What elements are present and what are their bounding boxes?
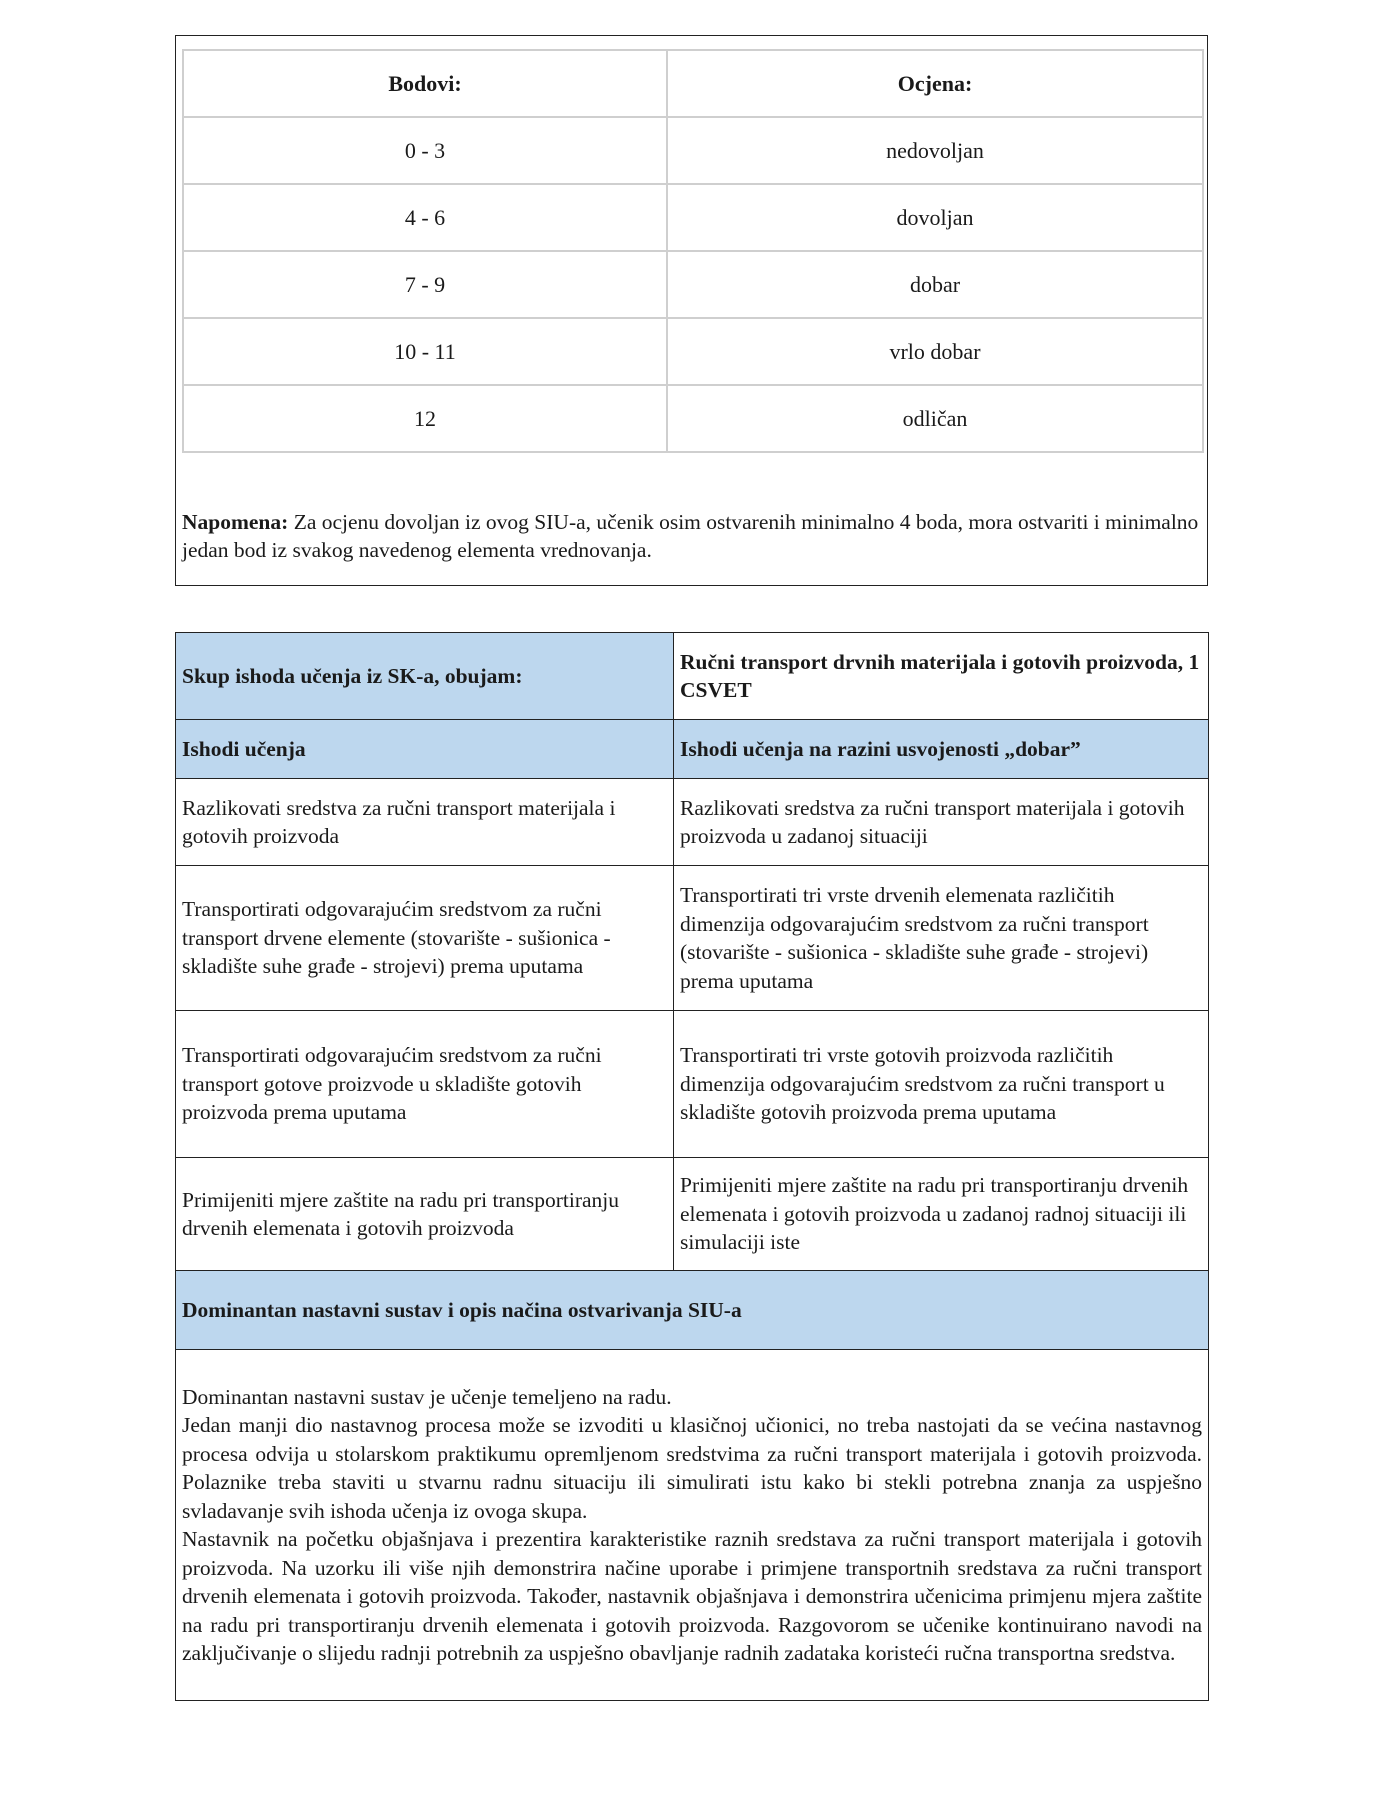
- table-row: [176, 1011, 1209, 1158]
- paragraph: Dominantan nastavni sustav je učenje temeljeno na radu.: [182, 1384, 672, 1409]
- table-row: [183, 385, 1203, 452]
- good-level-column-header: Ishodi učenja na razini usvojenosti „dobar”: [674, 720, 1209, 779]
- grading-note: [182, 508, 1202, 564]
- table-row: [183, 184, 1203, 251]
- table-row: [183, 251, 1203, 318]
- note-label: Napomena:: [182, 510, 289, 534]
- table-row: [176, 1158, 1209, 1271]
- dominant-system-header-row: [176, 1271, 1209, 1350]
- outcome-cell: Transportirati odgovarajućim sredstvom za ručni transport drvene elemente (stovarište - sušionica - skladište suhe građe - strojevi) prema uputama: [176, 866, 674, 1011]
- table-row: [176, 866, 1209, 1011]
- grading-table: [182, 49, 1204, 453]
- dominant-system-heading: Dominantan nastavni sustav i opis načina ostvarivanja SIU-a: [176, 1271, 1209, 1350]
- siu-title: Ručni transport drvnih materijala i gotovih proizvoda, 1 CSVET: [674, 633, 1209, 720]
- good-level-cell: Transportirati tri vrste drvenih elemenata različitih dimenzija odgovarajućim sredstvom za ručni transport (stovarište - sušionica - skladište suhe građe - strojevi) prema uputama: [674, 866, 1209, 1011]
- table-row: [176, 779, 1209, 866]
- columns-header-row: [176, 720, 1209, 779]
- paragraph: Nastavnik na početku objašnjava i prezentira karakteristike raznih sredstava za ručni transport materijala i gotovih proizvoda. Na uzorku ili više njih demonstrira načine uporabe i primjene transportnih sredstava za ručni transport drvenih elemenata i gotovih proizvoda. Također, nastavnik objašnjava i demonstrira učenicima primjenu mjera zaštite na radu pri transportiranju drvenih elemenata i gotovih proizvoda. Razgovorom se učenike kontinuirano navodi na zaključivanje o slijedu radnji potrebnih za uspješno obavljanje radnih zadataka koristeći ručna transportna sredstva.: [182, 1527, 1202, 1665]
- siu-header-row: [176, 633, 1209, 720]
- grading-box: [175, 35, 1208, 586]
- table-row: [183, 318, 1203, 385]
- points-cell: 7 - 9: [183, 251, 667, 318]
- outcome-cell: Razlikovati sredstva za ručni transport materijala i gotovih proizvoda: [176, 779, 674, 866]
- learning-outcomes-table: [175, 632, 1209, 1701]
- note-text: Za ocjenu dovoljan iz ovog SIU-a, učenik osim ostvarenih minimalno 4 boda, mora ostvariti i minimalno jedan bod iz svakog navedenog elementa vrednovanja.: [182, 510, 1199, 562]
- outcome-cell: Primijeniti mjere zaštite na radu pri transportiranju drvenih elemenata i gotovih proizvoda: [176, 1158, 674, 1271]
- paragraph: Jedan manji dio nastavnog procesa može se izvoditi u klasičnoj učionici, no treba nastojati da se većina nastavnog procesa odvija u stolarskom praktikumu opremljenom sredstvima za ručni transport materijala i gotovih proizvoda. Polaznike treba staviti u stvarnu radnu situaciju ili simulirati istu kako bi stekli potrebna znanja za uspješno svladavanje svih ishoda učenja iz ovoga skupa.: [182, 1413, 1202, 1523]
- dominant-system-description: [176, 1350, 1209, 1701]
- points-cell: 10 - 11: [183, 318, 667, 385]
- siu-label: Skup ishoda učenja iz SK-a, obujam:: [176, 633, 674, 720]
- table-row: [183, 117, 1203, 184]
- grade-cell: nedovoljan: [667, 117, 1203, 184]
- grade-column-header: Ocjena:: [667, 50, 1203, 117]
- good-level-cell: Razlikovati sredstva za ručni transport materijala i gotovih proizvoda u zadanoj situaciji: [674, 779, 1209, 866]
- grade-cell: dobar: [667, 251, 1203, 318]
- points-column-header: Bodovi:: [183, 50, 667, 117]
- dominant-system-body-row: [176, 1350, 1209, 1701]
- outcome-cell: Transportirati odgovarajućim sredstvom za ručni transport gotove proizvode u skladište gotovih proizvoda prema uputama: [176, 1011, 674, 1158]
- grade-cell: dovoljan: [667, 184, 1203, 251]
- points-cell: 12: [183, 385, 667, 452]
- grade-cell: vrlo dobar: [667, 318, 1203, 385]
- points-cell: 0 - 3: [183, 117, 667, 184]
- good-level-cell: Primijeniti mjere zaštite na radu pri transportiranju drvenih elemenata i gotovih proizvoda u zadanoj radnoj situaciji ili simulaciji iste: [674, 1158, 1209, 1271]
- points-cell: 4 - 6: [183, 184, 667, 251]
- good-level-cell: Transportirati tri vrste gotovih proizvoda različitih dimenzija odgovarajućim sredstvom za ručni transport u skladište gotovih proizvoda prema uputama: [674, 1011, 1209, 1158]
- grading-header-row: [183, 50, 1203, 117]
- grade-cell: odličan: [667, 385, 1203, 452]
- outcomes-column-header: Ishodi učenja: [176, 720, 674, 779]
